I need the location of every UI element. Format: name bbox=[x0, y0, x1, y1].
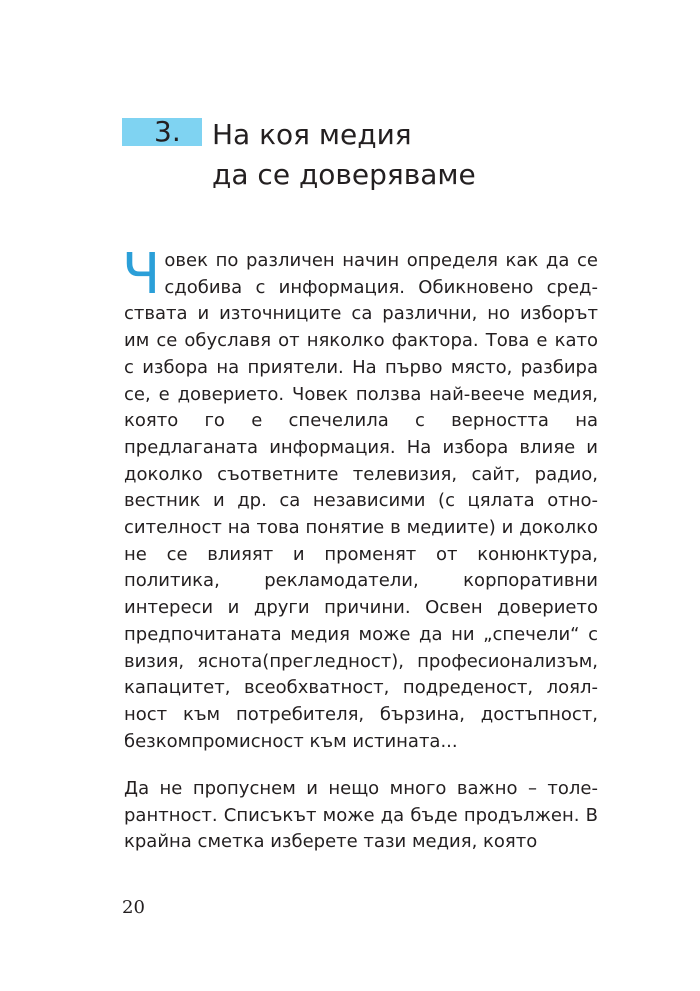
chapter-title bbox=[212, 115, 476, 195]
paragraph-2-text: Да не пропуснем и нещо много важно – толерантност. Списъкът може да бъде продължен. В крайна сметка изберете тази медия, която bbox=[124, 778, 598, 853]
chapter-number: 3. bbox=[154, 115, 181, 148]
paragraph-2 bbox=[124, 776, 598, 856]
drop-cap: Ч bbox=[122, 242, 161, 307]
chapter-title-line-2: да се доверяваме bbox=[212, 158, 476, 191]
paragraph-1-text: овек по различен начин определя как да се сдобива с информация. Обикновено средствата и източниците са различни, но изборът им се обуславя от няколко фактора. Това е като с избора на приятели. На първо място, разбира се, е доверието. Човек ползва най-веече медия, която го е спечелила с верността на предлаганата информация. На избора влияе и доколко съответните телевизия, сайт, радио, вестник и др. са независими (с цялата относителност на това понятие в медиите) и доколко не се влияят и променят от конюнктура, политика, рекламодатели, корпоративни интереси и други причини. Освен доверието предпочитаната медия може да ни „спечели“ с визия, яснота(прегледност), професионализъм, капацитет, всеобхватност, подреденост, лоялност към потребителя, бързина, достъпност, безкомпромисност към истината... bbox=[124, 250, 598, 752]
chapter-title-line-1: На коя медия bbox=[212, 118, 412, 151]
paragraph-1 bbox=[122, 242, 598, 755]
page-number: 20 bbox=[122, 897, 145, 918]
